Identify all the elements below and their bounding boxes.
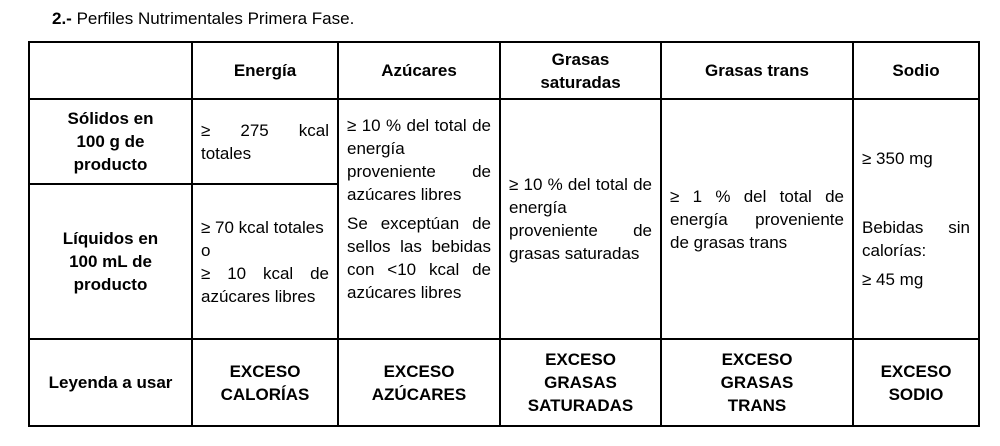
azucares-criterio-cell — [338, 99, 500, 339]
grasas-saturadas-criterio: ≥ 10 % del total de energía proveniente de grasas saturadas — [500, 99, 661, 339]
sodio-solidos: ≥ 350 mg — [862, 149, 933, 168]
energia-liquidos-cell — [192, 184, 338, 339]
col-header-sodio: Sodio — [853, 42, 979, 99]
sodio-cell — [853, 99, 979, 339]
sodio-liquidos-label: Bebidas sin calorías: — [862, 218, 970, 260]
energia-liquidos-o: o — [201, 240, 211, 260]
row-header-solidos: Sólidos en 100 g de producto — [29, 99, 192, 184]
section-title: Perfiles Nutrimentales Primera Fase. — [71, 9, 355, 28]
col-header-energia: Energía — [192, 42, 338, 99]
leyenda-azucares: EXCESO AZÚCARES — [338, 339, 500, 426]
leyenda-grasas-saturadas: EXCESO GRASAS SATURADAS — [500, 339, 661, 426]
nutrient-profile-table — [28, 41, 980, 427]
leyenda-grasas-trans: EXCESO GRASAS TRANS — [661, 339, 853, 426]
energia-solidos: ≥ 275 kcal totales — [192, 99, 338, 184]
col-header-grasas-saturadas: Grasas saturadas — [500, 42, 661, 99]
energia-liquidos-1: ≥ 70 kcal totales — [201, 217, 324, 237]
azucares-criterio: ≥ 10 % del total de energía proveniente de azúcares libres — [347, 116, 491, 204]
leyenda-sodio: EXCESO SODIO — [853, 339, 979, 426]
row-header-liquidos: Líquidos en 100 mL de producto — [29, 184, 192, 339]
col-header-azucares: Azúcares — [338, 42, 500, 99]
row-leyenda — [29, 339, 979, 426]
sodio-liquidos-valor: ≥ 45 mg — [862, 270, 924, 289]
section-number: 2.- — [52, 9, 72, 28]
row-solidos — [29, 99, 979, 184]
leyenda-calorias: EXCESO CALORÍAS — [192, 339, 338, 426]
section-heading — [52, 9, 354, 29]
col-header-grasas-trans: Grasas trans — [661, 42, 853, 99]
energia-liquidos-2: ≥ 10 kcal de azúcares libres — [201, 263, 329, 306]
grasas-trans-criterio: ≥ 1 % del total de energía proveniente de grasas trans — [661, 99, 853, 339]
corner-cell — [29, 42, 192, 99]
header-row — [29, 42, 979, 99]
azucares-excepcion: Se exceptúan de sellos las bebidas con <10 kcal de azúcares libres — [347, 214, 491, 302]
row-header-leyenda: Leyenda a usar — [29, 339, 192, 426]
